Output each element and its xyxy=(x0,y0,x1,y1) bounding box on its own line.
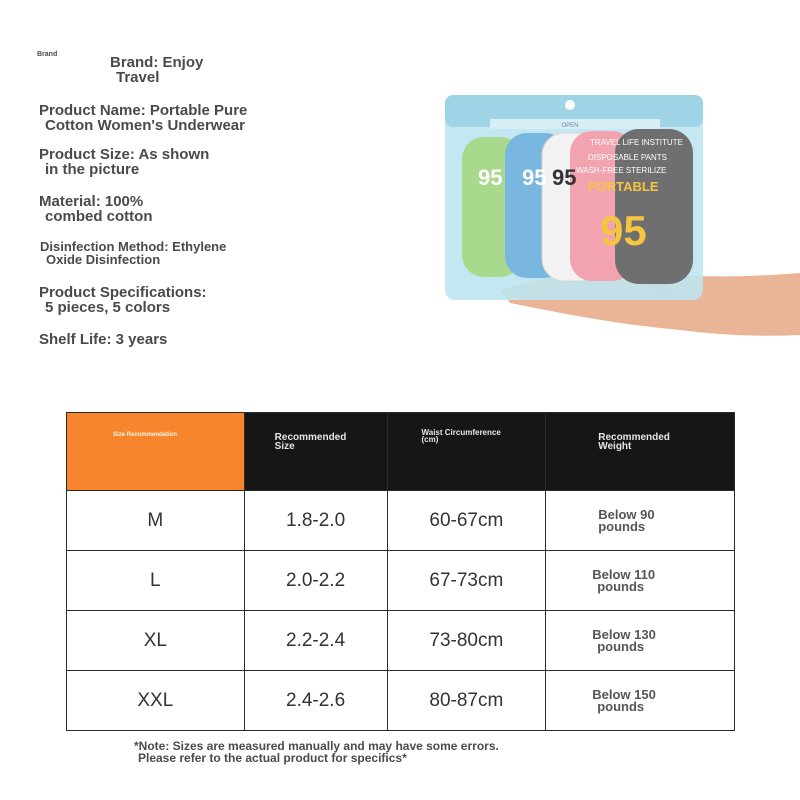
header-recommended-weight xyxy=(546,413,735,491)
cell-recommended-size: 1.8-2.0 xyxy=(244,491,387,551)
cell-size: XXL xyxy=(67,671,245,731)
size-table xyxy=(66,412,735,731)
cell-weight-line1: Below 130 xyxy=(592,627,656,643)
cell-weight-line1: Below 90 xyxy=(598,507,655,523)
disinfection-line2: Oxide Disinfection xyxy=(46,252,161,267)
cell-weight xyxy=(546,671,735,731)
product-photo xyxy=(430,85,800,345)
brand-line1: Brand: Enjoy xyxy=(110,54,204,71)
cell-weight xyxy=(546,491,735,551)
size-table-header-row xyxy=(67,413,735,491)
brand-text-2: DISPOSABLE PANTS xyxy=(588,153,667,162)
product-name-line2: Cotton Women's Underwear xyxy=(45,117,245,134)
cell-waist: 73-80cm xyxy=(387,611,546,671)
shelf-life-spec: Shelf Life: 3 years xyxy=(39,331,168,348)
table-row xyxy=(67,551,735,611)
specifications-spec xyxy=(39,285,207,315)
header-rec-weight-line2: Weight xyxy=(598,441,632,452)
size-note xyxy=(134,740,499,764)
product-name-spec xyxy=(39,103,247,133)
cell-waist: 67-73cm xyxy=(387,551,546,611)
brand-text-1: TRAVEL LIFE INSTITUTE xyxy=(590,138,683,147)
cell-recommended-size: 2.0-2.2 xyxy=(244,551,387,611)
cell-recommended-size: 2.4-2.6 xyxy=(244,671,387,731)
note-line1: *Note: Sizes are measured manually and may have some errors. xyxy=(134,739,499,753)
cell-size: XL xyxy=(67,611,245,671)
pack-number-green: 95 xyxy=(478,165,503,190)
pack-number-large: 95 xyxy=(600,207,647,254)
cell-weight xyxy=(546,611,735,671)
note-line2: Please refer to the actual product for specifics* xyxy=(138,751,407,765)
hang-hole xyxy=(565,100,575,110)
material-line2: combed cotton xyxy=(45,208,153,225)
cell-recommended-size: 2.2-2.4 xyxy=(244,611,387,671)
brand-small-label: Brand xyxy=(37,51,58,58)
product-size-spec xyxy=(39,147,209,177)
cell-weight-line2: pounds xyxy=(597,638,645,654)
cell-weight xyxy=(546,551,735,611)
cell-size: M xyxy=(67,491,245,551)
cell-waist: 60-67cm xyxy=(387,491,546,551)
open-label: OPEN xyxy=(561,123,579,129)
header-size-recommendation: Size Recommendation xyxy=(67,413,245,491)
header-rec-weight-line1: Recommended xyxy=(598,432,670,443)
table-row xyxy=(67,671,735,731)
header-rec-size-line2: Size xyxy=(274,441,295,452)
specifications-line2: 5 pieces, 5 colors xyxy=(45,299,171,316)
brand-line2: Travel xyxy=(116,69,160,86)
cell-weight-line1: Below 110 xyxy=(592,567,656,583)
specifications-line1: Product Specifications: xyxy=(39,284,207,301)
header-recommended-size xyxy=(244,413,387,491)
pack-number-white: 95 xyxy=(552,165,577,190)
disinfection-spec xyxy=(40,240,226,266)
brand-text-3: WASH-FREE STERILIZE xyxy=(576,166,667,175)
portable-text: PORTABLE xyxy=(588,179,659,194)
header-rec-size-line1: Recommended xyxy=(274,432,347,443)
product-size-line1: Product Size: As shown xyxy=(39,146,210,163)
header-waist-circumference xyxy=(387,413,546,491)
header-waist-line2: (cm) xyxy=(421,435,439,445)
cell-weight-line2: pounds xyxy=(598,518,646,534)
cell-weight-line2: pounds xyxy=(597,698,645,714)
pack-number-blue: 95 xyxy=(522,165,547,190)
cell-weight-line1: Below 150 xyxy=(592,687,656,703)
cell-waist: 80-87cm xyxy=(387,671,546,731)
material-line1: Material: 100% xyxy=(39,193,144,210)
cell-weight-line2: pounds xyxy=(597,578,645,594)
header-waist-line1: Waist Circumference xyxy=(421,428,501,437)
table-row xyxy=(67,611,735,671)
material-spec xyxy=(39,194,153,224)
table-row xyxy=(67,491,735,551)
disinfection-line1: Disinfection Method: Ethylene xyxy=(40,239,227,254)
brand-spec xyxy=(110,55,203,85)
product-name-line1: Product Name: Portable Pure xyxy=(39,102,248,119)
product-size-line2: in the picture xyxy=(45,161,140,178)
cell-size: L xyxy=(67,551,245,611)
